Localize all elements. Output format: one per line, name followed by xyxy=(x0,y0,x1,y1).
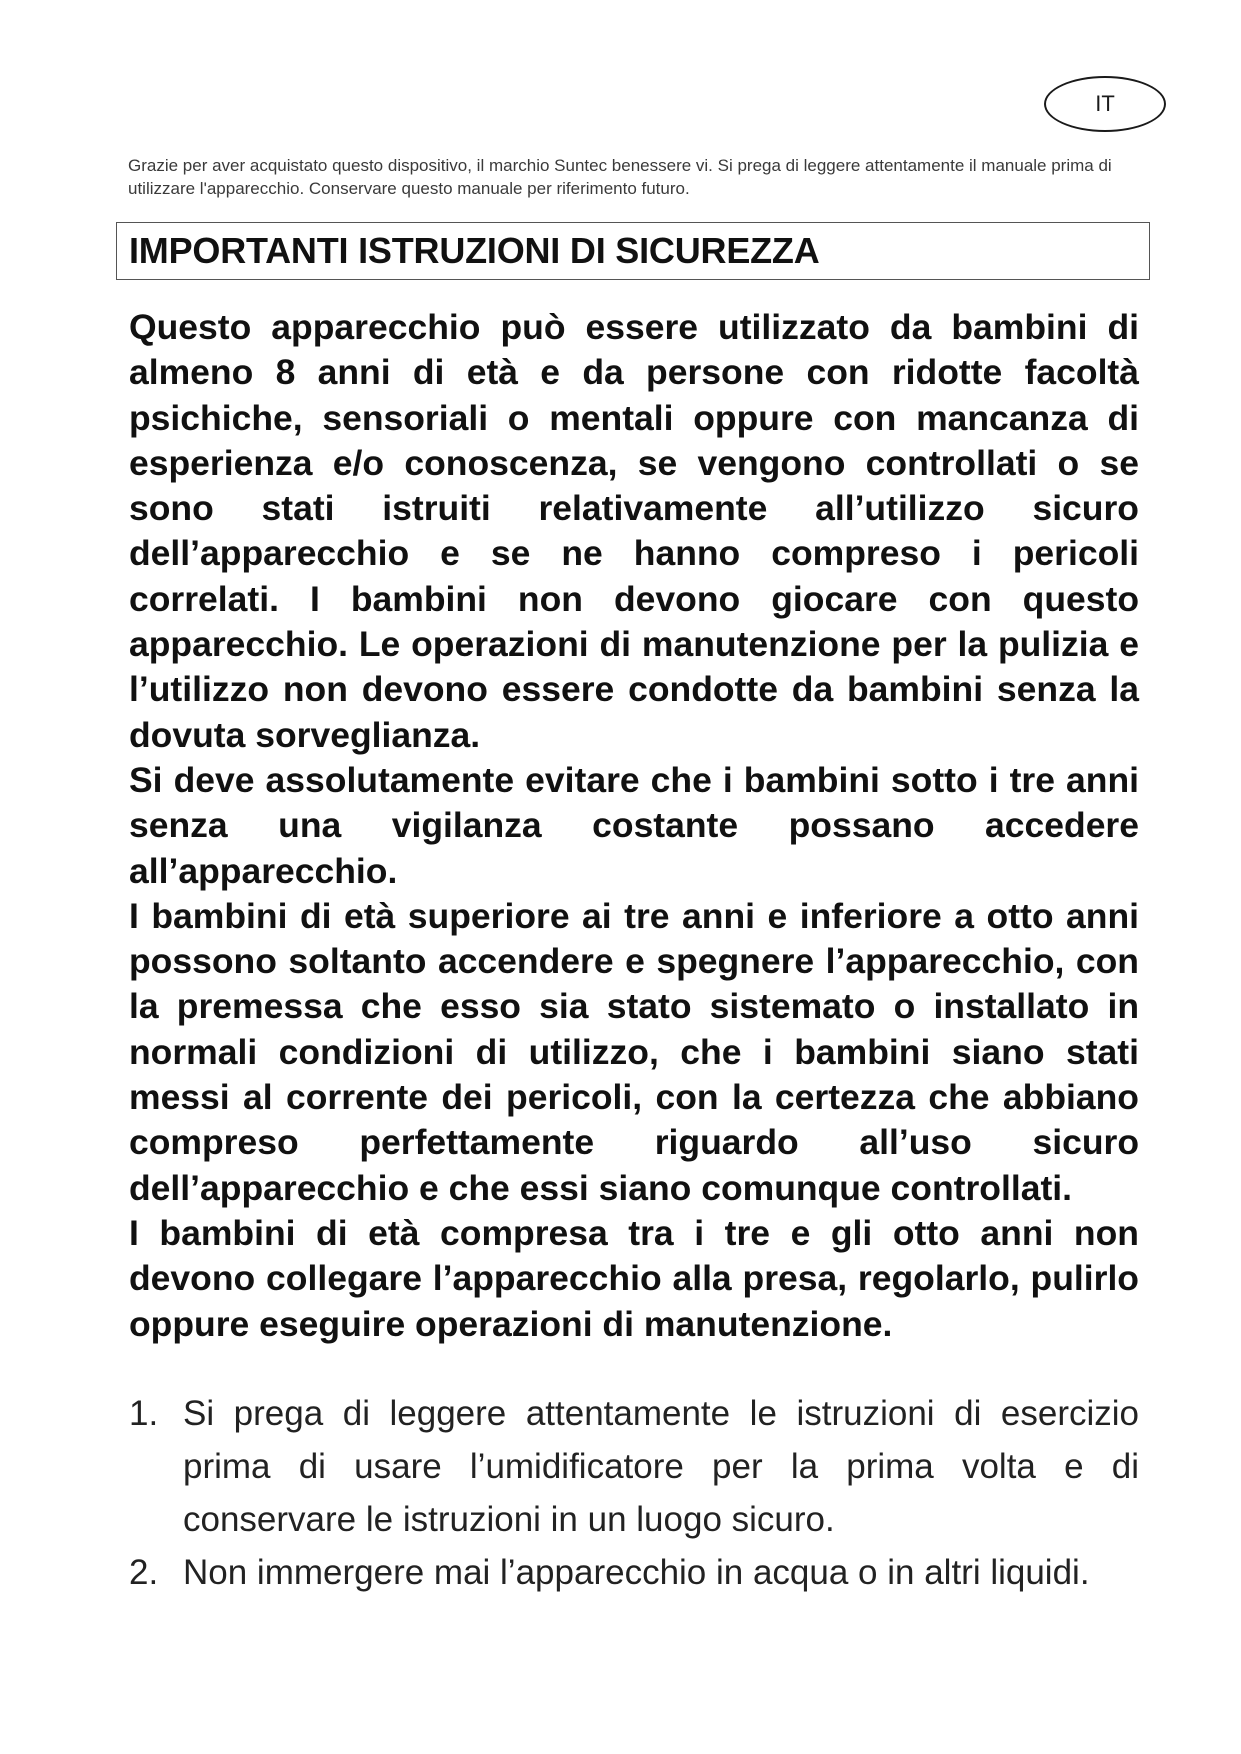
list-item xyxy=(129,1387,1139,1546)
paragraph: I bambini di età compresa tra i tre e gli otto anni non devono collegare l’apparecchio alla presa, regolarlo, pulirlo oppure eseguire operazioni di manutenzione. xyxy=(129,1212,1139,1344)
paragraph: I bambini di età superiore ai tre anni e inferiore a otto anni possono soltanto accendere e spegnere l’apparecchio, con la premessa che esso sia stato sistemato o installato in normali condizioni di utilizzo, che i bambini siano stati messi al corrente dei pericoli, con la certezza che abbiano compreso perfettamente riguardo all’uso sicuro dell’apparecchio e che essi siano comunque controllati. xyxy=(129,895,1139,1208)
paragraph: Si deve assolutamente evitare che i bambini sotto i tre anni senza una vigilanza costante possano accedere all’apparecchio. xyxy=(129,759,1139,891)
intro-note xyxy=(128,154,1118,200)
language-badge xyxy=(1044,76,1166,132)
numbered-instructions xyxy=(129,1387,1139,1599)
list-item-number: 1. xyxy=(129,1394,159,1433)
list-item-text: Non immergere mai l’apparecchio in acqua o in altri liquidi. xyxy=(183,1553,1090,1592)
list-item-number: 2. xyxy=(129,1553,159,1592)
list-item xyxy=(129,1546,1139,1599)
paragraph: Questo apparecchio può essere utilizzato da bambini di almeno 8 anni di età e da persone con ridotte facoltà psichiche, sensoriali o mentali oppure con mancanza di esperienza e/o conoscenza, se vengono controllati o se sono stati istruiti relativamente all’utilizzo sicuro dell’apparecchio e se ne hanno compreso i pericoli correlati. I bambini non devono giocare con questo apparecchio. Le operazioni di manutenzione per la pulizia e l’utilizzo non devono essere condotte da bambini senza la dovuta sorveglianza. xyxy=(129,307,1139,755)
safety-instructions-body xyxy=(129,305,1139,1347)
list-item-text: Si prega di leggere attentamente le istruzioni di esercizio prima di usare l’umidificatore per la prima volta e di conservare le istruzioni in un luogo sicuro. xyxy=(183,1394,1139,1539)
intro-text: Grazie per aver acquistato questo dispositivo, il marchio Suntec benessere vi. Si prega di leggere attentamente il manuale prima di utilizzare l'apparecchio. Conservare questo manuale per riferimento futuro. xyxy=(128,156,1112,198)
language-code: IT xyxy=(1095,91,1115,116)
section-title: IMPORTANTI ISTRUZIONI DI SICUREZZA xyxy=(129,230,820,271)
section-heading-box xyxy=(116,222,1150,280)
